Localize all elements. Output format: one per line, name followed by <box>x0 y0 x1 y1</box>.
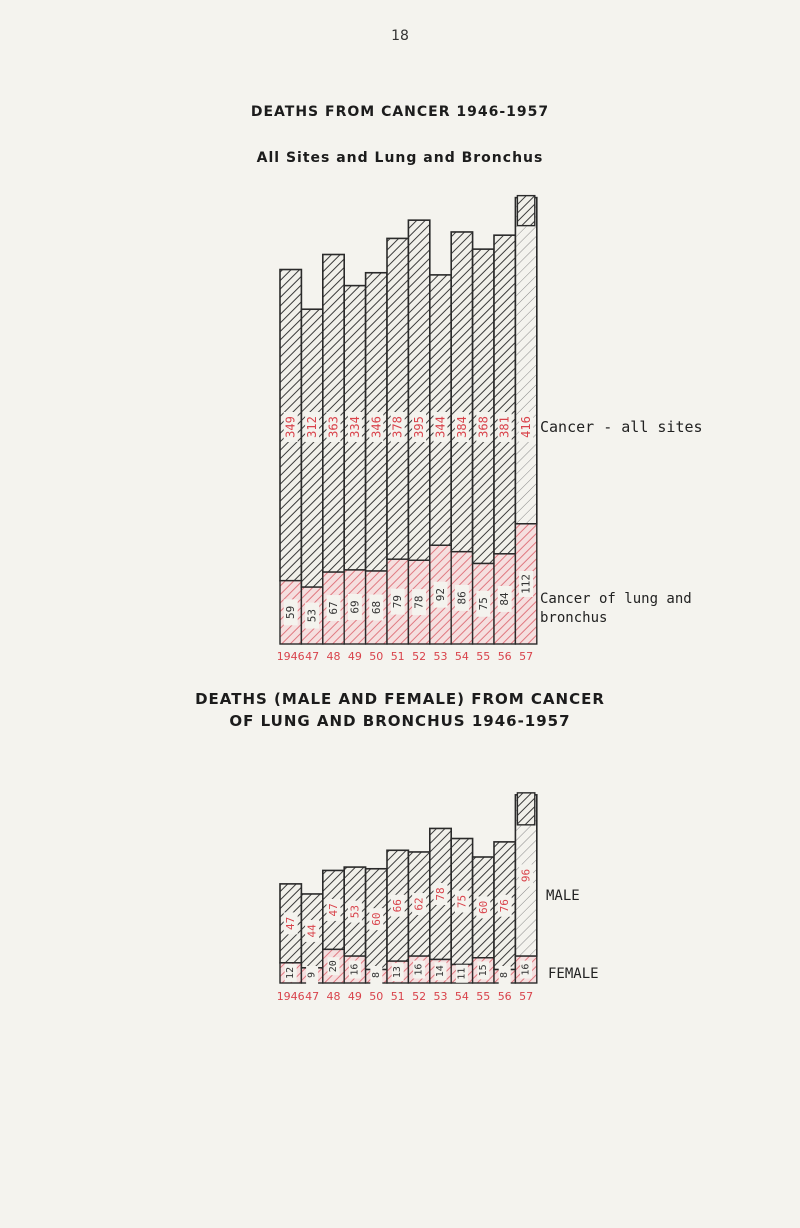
bar-all-sites <box>301 309 322 587</box>
data-label-lung: 53 <box>305 608 319 623</box>
data-label-male: 76 <box>498 899 512 913</box>
chart2-title-line2: OF LUNG AND BRONCHUS 1946-1957 <box>229 712 571 730</box>
tick-label-year: 54 <box>454 990 469 1003</box>
legend-female: FEMALE <box>548 966 599 982</box>
data-label-female: 13 <box>392 966 404 979</box>
data-label-lung: 75 <box>476 597 490 611</box>
data-label-lung: 78 <box>412 595 426 609</box>
data-label-lung: 67 <box>327 601 340 615</box>
data-label-female: 16 <box>413 963 425 976</box>
bar-all-sites-cap <box>517 196 534 226</box>
data-label-all-sites: 363 <box>326 416 341 438</box>
data-label-all-sites: 344 <box>433 416 448 438</box>
legend-all-sites: Cancer - all sites <box>540 418 703 436</box>
data-label-female: 8 <box>499 971 511 979</box>
bar-all-sites <box>387 238 408 559</box>
data-label-all-sites: 346 <box>369 416 384 438</box>
data-label-all-sites: 312 <box>305 416 320 438</box>
tick-label-year: 53 <box>433 990 448 1003</box>
legend-male: MALE <box>546 888 580 904</box>
tick-label-year: 57 <box>519 650 534 663</box>
data-label-lung: 79 <box>391 594 405 609</box>
tick-label-year: 56 <box>497 990 512 1003</box>
data-label-female: 8 <box>370 971 382 979</box>
data-label-all-sites: 384 <box>454 416 469 438</box>
data-label-lung: 92 <box>434 588 447 602</box>
bar-all-sites <box>515 198 536 524</box>
tick-label-year: 1946 <box>276 650 305 663</box>
tick-label-year: 49 <box>347 990 362 1003</box>
data-label-female: 15 <box>477 964 489 977</box>
bar-all-sites <box>430 275 451 545</box>
data-label-male: 75 <box>455 894 469 909</box>
data-label-lung: 86 <box>455 591 469 605</box>
tick-label-year: 54 <box>454 650 469 663</box>
data-label-lung: 69 <box>348 600 362 614</box>
tick-label-year: 52 <box>412 990 427 1003</box>
chart2-title-line1: DEATHS (MALE AND FEMALE) FROM CANCER <box>195 690 605 708</box>
data-label-male: 53 <box>348 904 362 919</box>
tick-label-year: 53 <box>433 650 448 663</box>
chart1-title: DEATHS FROM CANCER 1946-1957 <box>250 104 550 120</box>
legend-lung-bronchus: Cancer of lung and bronchus <box>540 591 692 626</box>
data-label-male: 60 <box>476 900 490 915</box>
tick-label-year: 48 <box>326 650 341 663</box>
data-label-lung: 59 <box>284 605 298 619</box>
data-label-all-sites: 368 <box>476 416 491 438</box>
tick-label-year: 56 <box>497 650 512 663</box>
chart-all-sites-vs-lung <box>277 196 537 663</box>
tick-label-year: 50 <box>369 650 384 663</box>
data-label-all-sites: 349 <box>283 416 298 438</box>
data-label-all-sites: 395 <box>412 416 427 438</box>
data-label-male: 78 <box>434 887 447 901</box>
bar-all-sites <box>494 235 515 554</box>
chart1-subtitle: All Sites and Lung and Bronchus <box>256 150 544 166</box>
tick-label-year: 49 <box>347 650 362 663</box>
data-label-female: 16 <box>520 963 532 976</box>
data-label-male: 47 <box>327 903 340 917</box>
data-label-female: 14 <box>435 965 446 978</box>
data-label-lung: 68 <box>369 600 383 615</box>
tick-label-year: 47 <box>305 990 320 1003</box>
data-label-female: 9 <box>306 971 318 979</box>
tick-label-year: 48 <box>326 990 341 1003</box>
data-label-female: 12 <box>285 966 297 979</box>
data-label-male: 47 <box>284 916 298 930</box>
data-label-female: 20 <box>328 960 339 973</box>
chart-male-female-lung <box>277 793 537 1003</box>
tick-label-year: 55 <box>476 650 491 663</box>
data-label-all-sites: 416 <box>519 416 534 438</box>
tick-label-year: 51 <box>390 650 405 663</box>
data-label-male: 96 <box>519 868 533 883</box>
tick-label-year: 52 <box>412 650 427 663</box>
tick-label-year: 1946 <box>276 990 305 1003</box>
data-label-female: 11 <box>456 967 468 980</box>
data-label-all-sites: 334 <box>347 416 362 438</box>
data-label-lung: 112 <box>519 573 533 594</box>
tick-label-year: 57 <box>519 990 534 1003</box>
tick-label-year: 51 <box>390 990 405 1003</box>
bar-all-sites <box>473 249 494 563</box>
data-label-lung: 84 <box>498 592 512 606</box>
bar-male-cap <box>517 793 534 825</box>
data-label-male: 66 <box>391 899 405 913</box>
page-number: 18 <box>391 28 409 44</box>
data-label-all-sites: 378 <box>390 416 405 438</box>
tick-label-year: 50 <box>369 990 384 1003</box>
tick-label-year: 55 <box>476 990 491 1003</box>
data-label-male: 62 <box>412 897 426 911</box>
data-label-female: 16 <box>349 963 361 976</box>
tick-label-year: 47 <box>305 650 320 663</box>
data-label-male: 44 <box>305 924 319 938</box>
bar-all-sites <box>408 220 429 560</box>
data-label-male: 60 <box>369 912 383 926</box>
data-label-all-sites: 381 <box>497 416 512 438</box>
bar-all-sites <box>451 232 472 552</box>
